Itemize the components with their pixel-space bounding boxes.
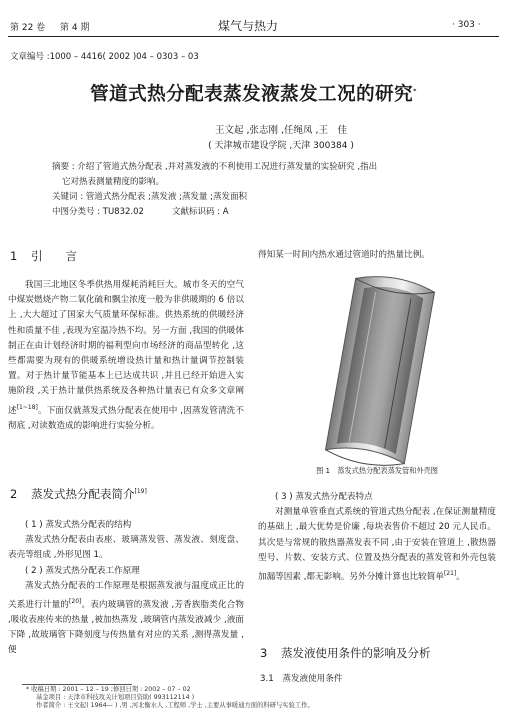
citation-1-18: [1~18]	[16, 403, 38, 411]
section-1-heading	[10, 248, 77, 264]
section-3-title: 蒸发液使用条件的影响及分析	[280, 646, 431, 660]
figure-1-caption: 图 1 蒸发式热分配表蒸发管和外壳图	[316, 466, 438, 475]
document-code: 文献标识码 : A	[171, 207, 229, 217]
footnote-author-bio: 作者简介 : 王文起( 1964— ) ,男 ,河北衡水人 ,工程师 ,学士 ,主要从事暖通方面的科研与实验工作。	[36, 702, 314, 709]
citation-21: [21]	[443, 570, 457, 578]
title-footnote-mark: *	[413, 87, 417, 95]
running-header-issue: 第 4 期	[60, 23, 90, 33]
footnote-rule	[22, 684, 132, 685]
affiliation: ( 天津城市建设学院 ,天津 300384 )	[208, 141, 354, 151]
subsection-2-3-heading: ( 3 ) 蒸发式热分配表特点	[275, 492, 373, 502]
subsection-2-1-heading: ( 1 ) 蒸发式热分配表的结构	[25, 520, 132, 530]
subsection-3-1-heading: 3.1 蒸发液使用条件	[260, 674, 343, 684]
paper-title	[0, 80, 507, 106]
section-2-body-right	[258, 490, 496, 585]
footnote-funding: 基金项目 : 天津市科技攻关计划项目资助( 993112114 )	[36, 694, 195, 701]
paper-title-text: 管道式热分配表蒸发液蒸发工况的研究	[90, 84, 414, 105]
citation-20: [20]	[69, 598, 82, 606]
header-rule	[8, 36, 499, 37]
section-3-number: 3	[260, 646, 268, 660]
section-1-title: 引 言	[30, 249, 77, 263]
authors: 王文起 ,张志刚 ,任绳凤 ,王 佳	[214, 125, 348, 136]
subsection-2-2-text	[8, 579, 244, 659]
section-1-number: 1	[10, 249, 18, 263]
section-3-heading	[260, 645, 430, 661]
section-1-body	[8, 278, 244, 434]
section-1-para-text: 我国三北地区冬季供热用煤耗消耗巨大。城市冬天的空气中煤炭燃烧产物二氧化硫和飘尘浓度一般为非供暖期的 6 倍以上 ,大大超过了国家大气质量环保标准。供热系统的供暖经济性和质量不佳 ,表现为室温冷热不均。另一方面 ,我国的供暖体制正在由计划经济时期的福利型向市场经济的商品型转化 ,这些都需要为现有的供暖系统增设热计量和热计量调节控制装置。对于热计量节能基本上已达成共识 ,并且已经开始进入实施阶段 ,关于热计量供热系统及各种热计量表已有众多文章阐述	[8, 280, 244, 416]
section-2-continuation: 得知某一时间内热水通过管道时的热量比例。	[258, 250, 430, 260]
evaporator-tube-image	[300, 272, 460, 470]
abstract	[52, 160, 472, 220]
abstract-line-2: 它对热表测量精度的影响。	[62, 177, 165, 187]
keywords: 关键词 : 管道式热分配表 ;蒸发液 ;蒸发量 ;蒸发面积	[52, 192, 247, 202]
sub3-text: 对测量单管垂直式系统的管道式热分配表 ,在保证测量精度的基础上 ,最大优势是价廉 ,每块表售价不超过 20 元人民币。其次是与常规的散热器蒸发表不同 ,由于安装在管道上 ,散热器型号、片数、安装方式、位置及热分配表的蒸发管和外壳包装加漏等因素 ,都无影响。另外分摊计算也比较简单	[258, 507, 496, 582]
running-header-journal: 煤气与热力	[218, 19, 279, 33]
running-header-volume: 第 22 卷	[10, 23, 46, 33]
footnote	[26, 686, 496, 710]
section-1-para-end: 。下面仅就蒸发式热分配表在使用中 ,因蒸发管清洗不彻底 ,对读数造成的影响进行实验分析。	[8, 405, 244, 431]
clc-number: 中图分类号 : TU832.02	[52, 207, 144, 217]
running-header-page: · 303 ·	[452, 20, 481, 30]
article-id: 文章编号 :1000 – 4416( 2002 )04 – 0303 – 03	[10, 52, 199, 62]
section-2-body-left	[8, 518, 244, 659]
subsection-2-1-text: 蒸发式热分配表由表座、玻璃蒸发管、蒸发液、刻度盘、表壳等组成 ,外形见图 1。	[8, 535, 244, 561]
classification-line	[52, 205, 472, 220]
sub2-text-a: 蒸发式热分配表的工作原理是根据蒸发液与温度成正比的关系进行计量的	[8, 580, 244, 610]
figure-1	[300, 272, 460, 470]
subsection-2-2-heading: ( 2 ) 蒸发式热分配表工作原理	[25, 565, 140, 576]
footnote-received: * 收稿日期 : 2001 – 12 – 19 ;修回日期 : 2002 – 07 – 02	[26, 686, 191, 693]
section-2-heading	[10, 486, 147, 502]
sub3-end: 。	[456, 571, 465, 582]
subsection-2-3-text	[258, 505, 496, 585]
section-2-title: 蒸发式热分配表简介	[30, 487, 135, 501]
citation-19: [19]	[134, 488, 147, 496]
section-2-number: 2	[10, 487, 18, 501]
abstract-line-1: 摘要 : 介绍了管道式热分配表 ,并对蒸发液的不利使用工况进行蒸发量的实验研究 ,指出	[52, 162, 378, 172]
sub2-text-b: 。表内玻璃管的蒸发液 ,芳香族脂类化合物 ,吸收表座传来的热量 ,被加热蒸发 ,玻璃管内蒸发液减少 ,液面下降 ,故玻璃管下降刻度与传热量有对应的关系 ,测得蒸发量 ,便	[8, 599, 244, 656]
section-1-paragraph	[8, 278, 244, 434]
